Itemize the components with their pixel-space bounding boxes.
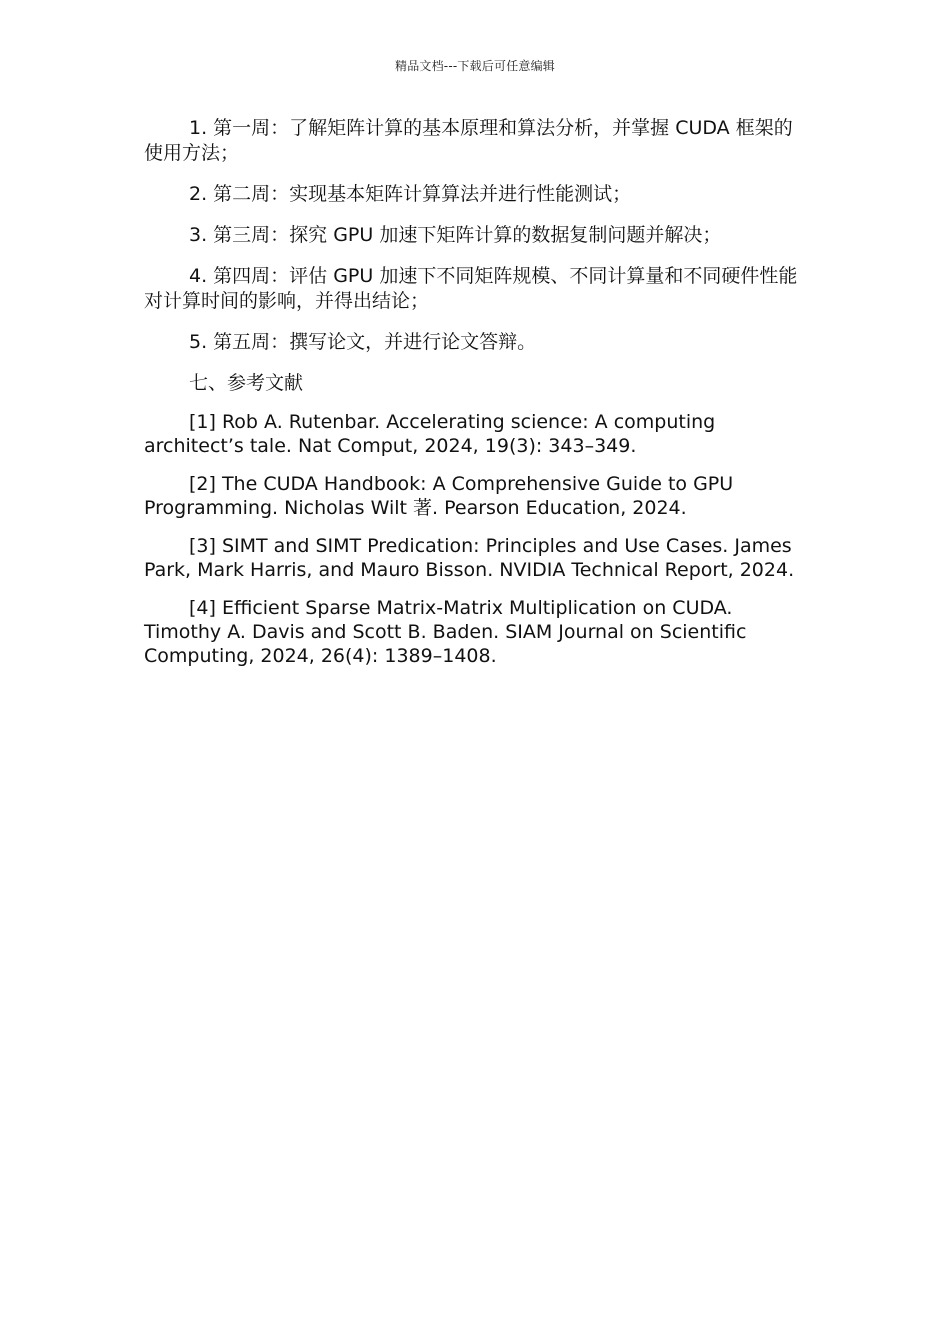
reference-item-4: [4] Efficient Sparse Matrix-Matrix Multiplication on CUDA. Timothy A. Davis and Scott B. Baden. SIAM Journal on Scientific Computing, 2024, 26(4): 1389–1408. [144, 597, 747, 667]
references-heading: 七、参考文献 [189, 372, 304, 394]
schedule-item-week-4: 4. 第四周：评估 GPU 加速下不同矩阵规模、不同计算量和不同硬件性能对计算时间的影响，并得出结论； [144, 265, 798, 312]
schedule-item-week-5: 5. 第五周：撰写论文，并进行论文答辩。 [189, 331, 537, 353]
schedule-item-week-1: 1. 第一周：了解矩阵计算的基本原理和算法分析，并掌握 CUDA 框架的使用方法； [144, 117, 793, 164]
page-header: 精品文档---下载后可任意编辑 [395, 59, 555, 73]
document-body [144, 116, 810, 682]
schedule-item-week-2: 2. 第二周：实现基本矩阵计算算法并进行性能测试； [189, 183, 632, 205]
schedule-item-week-3: 3. 第三周：探究 GPU 加速下矩阵计算的数据复制问题并解决； [189, 224, 722, 246]
reference-item-3: [3] SIMT and SIMT Predication: Principles and Use Cases. James Park, Mark Harris, and Mauro Bisson. NVIDIA Technical Report, 2024. [144, 535, 795, 581]
reference-item-2: [2] The CUDA Handbook: A Comprehensive Guide to GPU Programming. Nicholas Wilt 著. Pearson Education, 2024. [144, 473, 734, 519]
reference-item-1: [1] Rob A. Rutenbar. Accelerating science: A computing architect’s tale. Nat Comput, 2024, 19(3): 343–349. [144, 411, 716, 457]
